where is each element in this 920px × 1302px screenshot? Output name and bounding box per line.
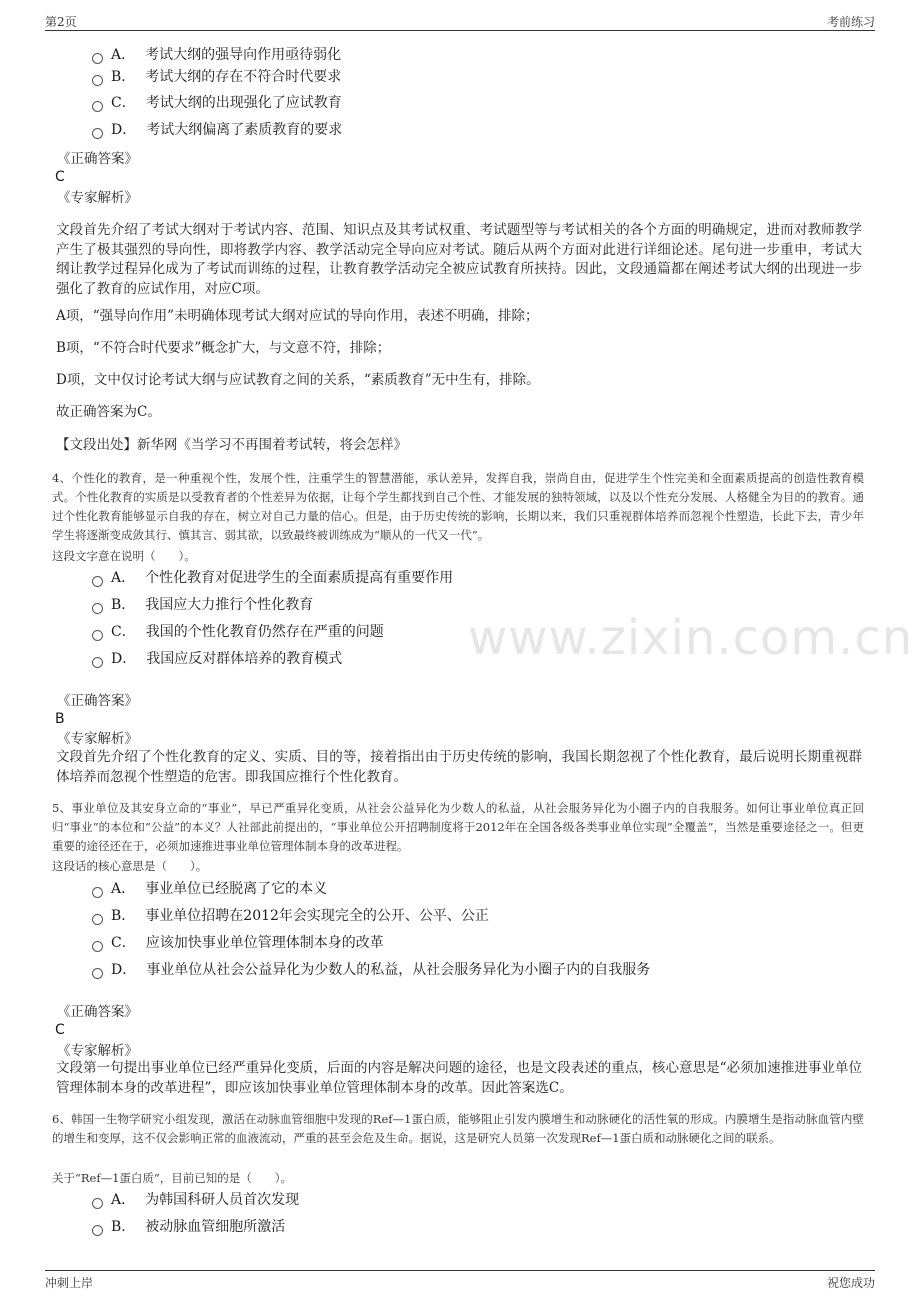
analysis-text: 文段第一句提出事业单位已经严重异化变质，后面的内容是解决问题的途径，也是文段表述的重点，核心意思是“必须加速推进事业单位管理体制本身的改革进程”，即应该加快事业单位管理体制本身的改革。因此答案选C。 — [56, 1060, 862, 1096]
header-title: 考前练习 — [826, 15, 875, 29]
analysis-line: B项，“不符合时代要求”概念扩大，与文意不符，排除； — [56, 340, 391, 356]
question-text: 4、个性化的教育，是一种重视个性，发展个性，注重学生的智慧潜能，承认差异，发挥自我，崇尚自由，促进学生个性完美和全面素质提高的创造性教育模式。个性化教育的实质是以受教育者的个性差异为依据，让每个学生都找到自己个性、才能发展的独特领域，以及以个性充分发展、人格健全为目的的教育。通过个性化教育能够显示自我的存在，树立对自己力量的信心。但是，由于历史传统的影响，长期以来，我们只重视群体培养而忽视个性塑造，长此下去，青少年学生将逐渐变成敛其行、慎其言、弱其欲，以致最终被训练成为“顺从的一代又一代”。 — [52, 471, 864, 542]
question-text: 5、事业单位及其安身立命的“事业”，早已严重异化变质，从社会公益异化为少数人的私益，从社会服务异化为小圈子内的自我服务。如何让事业单位真正回归“事业”的本位和“公益”的本义？人社部此前提出的，“事业单位公开招聘制度将于2012年在全国各级各类事业单位实现”全覆盖”，当然是重要途径之一。但更重要的途径还在于，必须加速推进事业单位管理体制本身的改革进程。 — [52, 801, 864, 853]
q4-option-d[interactable]: D． 我国应反对群体培养的教育模式 — [92, 648, 342, 670]
watermark: www.zixin.com.cn — [468, 610, 914, 666]
radio-icon[interactable] — [92, 53, 103, 64]
radio-icon[interactable] — [92, 75, 103, 86]
answer-label: 《正确答案》 — [57, 151, 138, 167]
page-header — [45, 11, 875, 31]
source-line: 【文段出处】新华网《当学习不再围着考试转，将会怎样》 — [56, 437, 407, 453]
analysis-line: 故正确答案为C。 — [56, 404, 161, 420]
radio-icon[interactable] — [92, 576, 103, 587]
q6-option-a[interactable]: A． 为韩国科研人员首次发现 — [92, 1189, 299, 1211]
answer-label: 《正确答案》 — [57, 693, 138, 709]
q5-option-d[interactable]: D． 事业单位从社会公益异化为少数人的私益，从社会服务异化为小圈子内的自我服务 — [92, 959, 650, 981]
answer-value: C — [55, 1022, 65, 1038]
q5-option-b[interactable]: B． 事业单位招聘在2012年会实现完全的公开、公平、公正 — [92, 905, 489, 927]
analysis-label: 《专家解析》 — [57, 1043, 138, 1059]
analysis-text: 文段首先介绍了考试大纲对于考试内容、范围、知识点及其考试权重、考试题型等与考试相关的各个方面的明确规定，进而对教师教学产生了极其强烈的导向性，即将教学内容、教学活动完全导向应对考试。随后从两个方面对此进行详细论述。尾句进一步重申，考试大纲让教学过程异化成为了考试而训练的过程，让教育教学活动完全被应试教育所挟持。因此，文段通篇都在阐述考试大纲的出现进一步强化了教育的应试作用，对应C项。 — [56, 222, 862, 297]
radio-icon[interactable] — [92, 887, 103, 898]
page-number: 第2页 — [45, 15, 77, 29]
answer-value: C — [55, 169, 65, 185]
radio-icon[interactable] — [92, 101, 103, 112]
analysis-line: D项，文中仅讨论考试大纲与应试教育之间的关系，“素质教育”无中生有，排除。 — [56, 372, 540, 388]
radio-icon[interactable] — [92, 1198, 103, 1209]
q4-option-a[interactable]: A． 个性化教育对促进学生的全面素质提高有重要作用 — [92, 567, 453, 589]
question-prompt: 关于“Ref—1蛋白质”，目前已知的是（ ）。 — [52, 1171, 293, 1185]
page-footer — [45, 1270, 875, 1294]
analysis-text: 文段首先介绍了个性化教育的定义、实质、目的等，接着指出由于历史传统的影响，我国长期忽视了个性化教育，最后说明长期重视群体培养而忽视个性塑造的危害。即我国应推行个性化教育。 — [56, 749, 862, 785]
radio-icon[interactable] — [92, 603, 103, 614]
answer-value: B — [55, 711, 65, 727]
radio-icon[interactable] — [92, 914, 103, 925]
question-prompt: 这段话的核心意思是（ ）。 — [52, 859, 208, 873]
footer-left: 冲刺上岸 — [45, 1276, 94, 1290]
answer-label: 《正确答案》 — [57, 1004, 138, 1020]
analysis-line: A项，“强导向作用”未明确体现考试大纲对应试的导向作用，表述不明确，排除； — [56, 308, 539, 324]
q3-option-a[interactable]: A． 考试大纲的强导向作用亟待弱化 — [92, 44, 341, 66]
q3-option-d[interactable]: D． 考试大纲偏离了素质教育的要求 — [92, 119, 342, 141]
analysis-label: 《专家解析》 — [57, 731, 138, 747]
q3-option-c[interactable]: C． 考试大纲的出现强化了应试教育 — [92, 92, 342, 114]
q3-option-b[interactable]: B． 考试大纲的存在不符合时代要求 — [92, 66, 341, 88]
radio-icon[interactable] — [92, 968, 103, 979]
q4-option-c[interactable]: C． 我国的个性化教育仍然存在严重的问题 — [92, 621, 384, 643]
question-text: 6、韩国一生物学研究小组发现，激活在动脉血管细胞中发现的Ref—1蛋白质，能够阻止引发内膜增生和动脉硬化的活性氧的形成。内膜增生是指动脉血管内壁的增生和变厚，这不仅会影响正常的血液流动，严重的甚至会危及生命。据说，这是研究人员第一次发现Ref—1蛋白质和动脉硬化之间的联系。 — [52, 1112, 864, 1145]
radio-icon[interactable] — [92, 1225, 103, 1236]
footer-right: 祝您成功 — [826, 1276, 875, 1290]
radio-icon[interactable] — [92, 630, 103, 641]
q5-option-c[interactable]: C． 应该加快事业单位管理体制本身的改革 — [92, 932, 384, 954]
question-prompt: 这段文字意在说明（ ）。 — [52, 549, 196, 563]
q5-option-a[interactable]: A． 事业单位已经脱离了它的本义 — [92, 878, 327, 900]
q4-option-b[interactable]: B． 我国应大力推行个性化教育 — [92, 594, 313, 616]
radio-icon[interactable] — [92, 657, 103, 668]
radio-icon[interactable] — [92, 128, 103, 139]
radio-icon[interactable] — [92, 941, 103, 952]
analysis-label: 《专家解析》 — [57, 190, 138, 206]
q6-option-b[interactable]: B． 被动脉血管细胞所激活 — [92, 1216, 285, 1238]
